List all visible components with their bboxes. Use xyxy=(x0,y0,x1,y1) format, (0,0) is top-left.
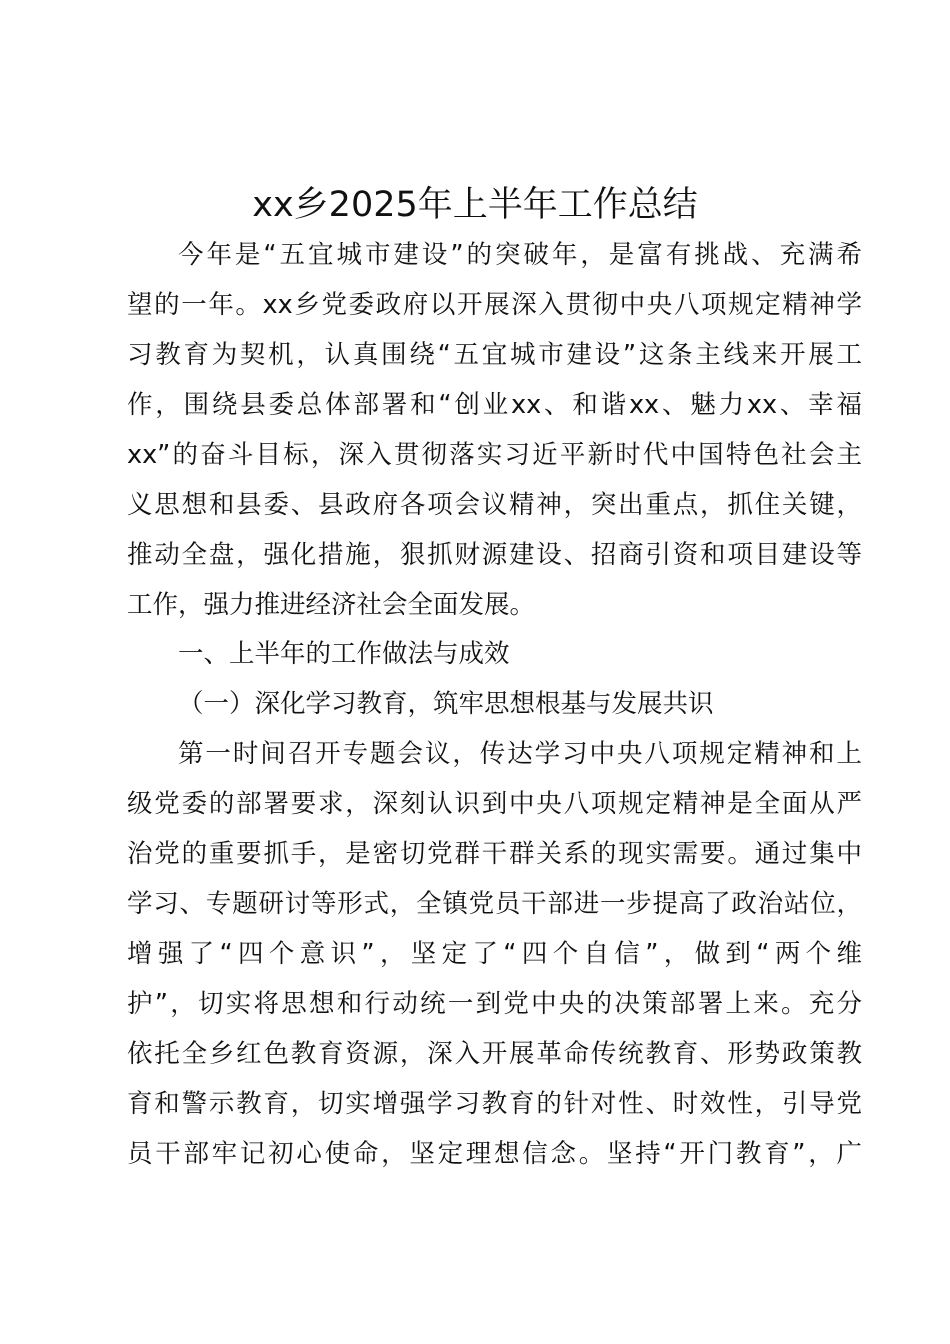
paragraph-line: 治党的重要抓手，是密切党群干群关系的现实需要。通过集中 xyxy=(127,839,862,869)
paragraph-line: 级党委的部署要求，深刻认识到中央八项规定精神是全面从严 xyxy=(127,789,862,819)
paragraph-line: xx”的奋斗目标，深入贯彻落实习近平新时代中国特色社会主 xyxy=(127,440,862,470)
paragraph-line: 作，围绕县委总体部署和“创业xx、和谐xx、魅力xx、幸福 xyxy=(127,390,862,420)
paragraph-line: 工作，强力推进经济社会全面发展。 xyxy=(127,590,536,620)
paragraph-line: 习教育为契机，认真围绕“五宜城市建设”这条主线来开展工 xyxy=(127,340,862,370)
paragraph-line: 员干部牢记初心使命，坚定理想信念。坚持“开门教育”，广 xyxy=(127,1139,862,1169)
section-heading: 一、上半年的工作做法与成效 xyxy=(178,639,510,669)
paragraph-line: 望的一年。xx乡党委政府以开展深入贯彻中央八项规定精神学 xyxy=(127,290,862,320)
paragraph-line: 今年是“五宜城市建设”的突破年，是富有挑战、充满希 xyxy=(178,240,862,270)
paragraph-line: 育和警示教育，切实增强学习教育的针对性、时效性，引导党 xyxy=(127,1089,862,1119)
document-title: xx乡2025年上半年工作总结 xyxy=(252,185,698,225)
paragraph-line: 依托全乡红色教育资源，深入开展革命传统教育、形势政策教 xyxy=(127,1039,862,1069)
paragraph-line: 学习、专题研讨等形式，全镇党员干部进一步提高了政治站位， xyxy=(127,889,862,919)
paragraph-line: 增强了“四个意识”，坚定了“四个自信”，做到“两个维 xyxy=(127,939,862,969)
subsection-heading: （一）深化学习教育，筑牢思想根基与发展共识 xyxy=(178,689,714,719)
paragraph-line: 义思想和县委、县政府各项会议精神，突出重点，抓住关键， xyxy=(127,490,862,520)
paragraph-line: 第一时间召开专题会议，传达学习中央八项规定精神和上 xyxy=(178,739,862,769)
paragraph-line: 推动全盘，强化措施，狠抓财源建设、招商引资和项目建设等 xyxy=(127,540,862,570)
paragraph-line: 护”，切实将思想和行动统一到党中央的决策部署上来。充分 xyxy=(127,989,862,1019)
